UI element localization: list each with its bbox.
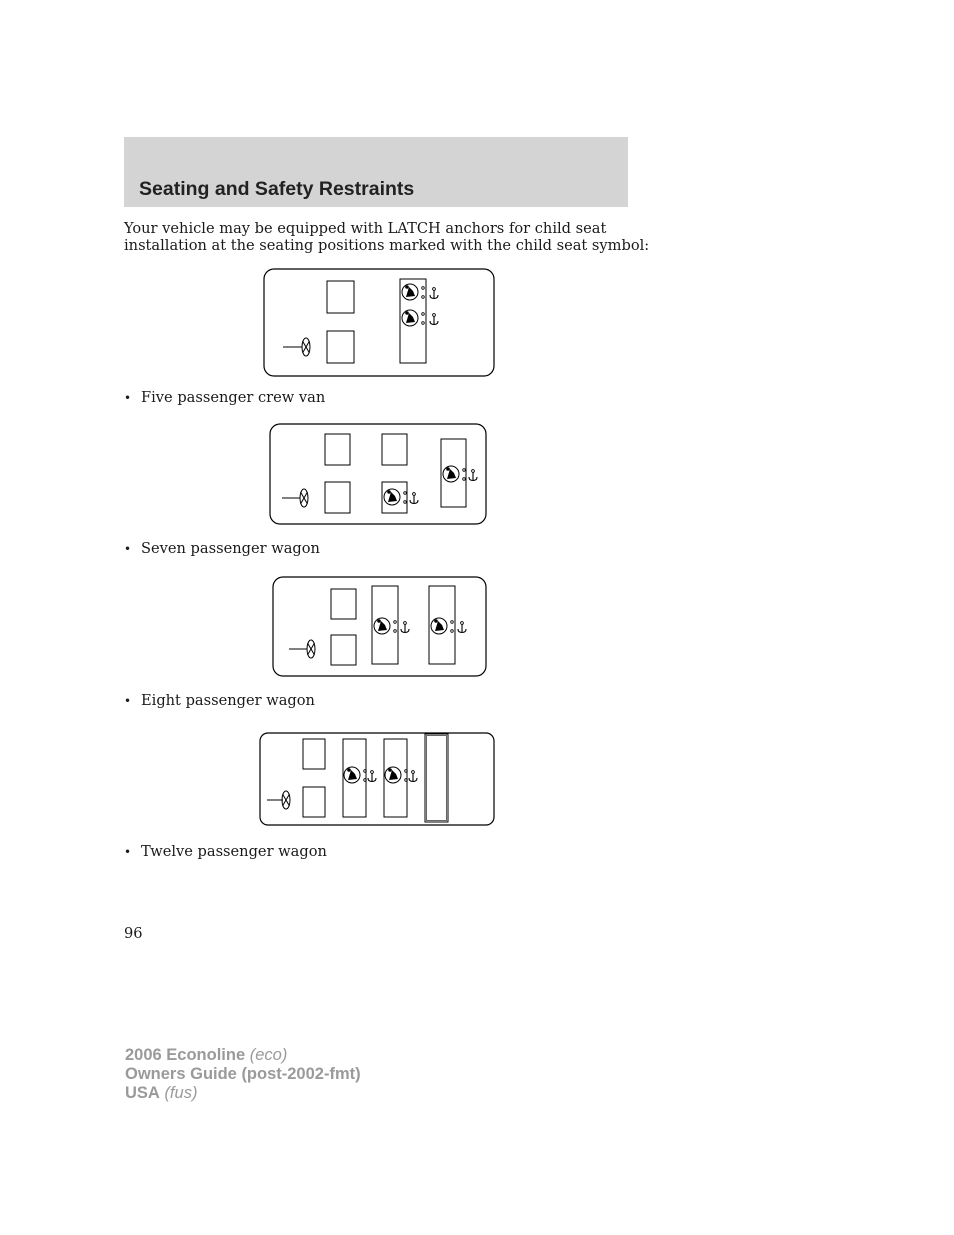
front-passenger-seat (331, 589, 356, 619)
driver-seat (325, 482, 350, 513)
tether-anchor-icon (430, 288, 438, 299)
footer-model-line (125, 1046, 361, 1065)
bullet-icon: • (124, 694, 132, 708)
child-seat-latch-icon (402, 310, 424, 326)
bullet-icon: • (124, 845, 132, 859)
steering-wheel-icon (300, 489, 308, 507)
bullet-icon: • (124, 391, 132, 405)
intro-paragraph (124, 220, 650, 254)
seating-diagram-five-passenger (263, 268, 495, 377)
seating-diagram-eight-passenger (272, 576, 487, 677)
steering-wheel-icon (307, 640, 315, 658)
seating-diagram-seven-passenger (269, 423, 487, 525)
diagram-caption (124, 692, 315, 709)
tether-anchor-icon (409, 771, 417, 782)
rear-bench-seat (425, 734, 448, 822)
child-seat-latch-icon (384, 489, 406, 505)
middle-seat-right (382, 434, 407, 465)
page-number: 96 (124, 925, 143, 942)
footer-region-code: (fus) (164, 1084, 198, 1102)
section-header-bar (124, 137, 628, 207)
bullet-icon: • (124, 542, 132, 556)
child-seat-latch-icon (344, 767, 366, 783)
tether-anchor-icon (368, 771, 376, 782)
footer-region: USA (125, 1084, 160, 1102)
driver-seat (327, 331, 354, 363)
front-passenger-seat (327, 281, 354, 313)
tether-anchor-icon (410, 493, 418, 504)
footer-guide: Owners Guide (post-2002-fmt) (125, 1065, 361, 1083)
diagram-caption (124, 540, 320, 557)
front-passenger-seat (303, 739, 325, 769)
intro-line-2: installation at the seating positions marked with the child seat symbol: (124, 236, 650, 254)
tether-anchor-icon (469, 470, 477, 481)
driver-seat (331, 635, 356, 665)
caption-text: Five passenger crew van (141, 389, 326, 406)
child-seat-latch-icon (374, 618, 396, 634)
steering-wheel-icon (302, 338, 310, 356)
diagram-caption (124, 843, 327, 860)
document-footer (125, 1046, 361, 1103)
footer-region-line (125, 1084, 361, 1103)
front-passenger-seat (325, 434, 350, 465)
tether-anchor-icon (401, 622, 409, 633)
section-title: Seating and Safety Restraints (139, 178, 415, 200)
child-seat-latch-icon (443, 466, 465, 482)
vehicle-outline (260, 733, 494, 825)
footer-guide-line (125, 1065, 361, 1084)
vehicle-outline (264, 269, 494, 376)
steering-wheel-icon (282, 791, 290, 809)
child-seat-latch-icon (385, 767, 407, 783)
footer-model-code: (eco) (249, 1046, 288, 1064)
driver-seat (303, 787, 325, 817)
caption-text: Eight passenger wagon (141, 692, 315, 709)
caption-text: Twelve passenger wagon (141, 843, 327, 860)
caption-text: Seven passenger wagon (141, 540, 320, 557)
footer-model: 2006 Econoline (125, 1046, 246, 1064)
tether-anchor-icon (458, 622, 466, 633)
tether-anchor-icon (430, 314, 438, 325)
child-seat-latch-icon (431, 618, 453, 634)
child-seat-latch-icon (402, 284, 424, 300)
diagram-caption (124, 389, 325, 406)
seating-diagram-twelve-passenger (259, 732, 495, 826)
intro-line-1: Your vehicle may be equipped with LATCH anchors for child seat (124, 220, 607, 237)
